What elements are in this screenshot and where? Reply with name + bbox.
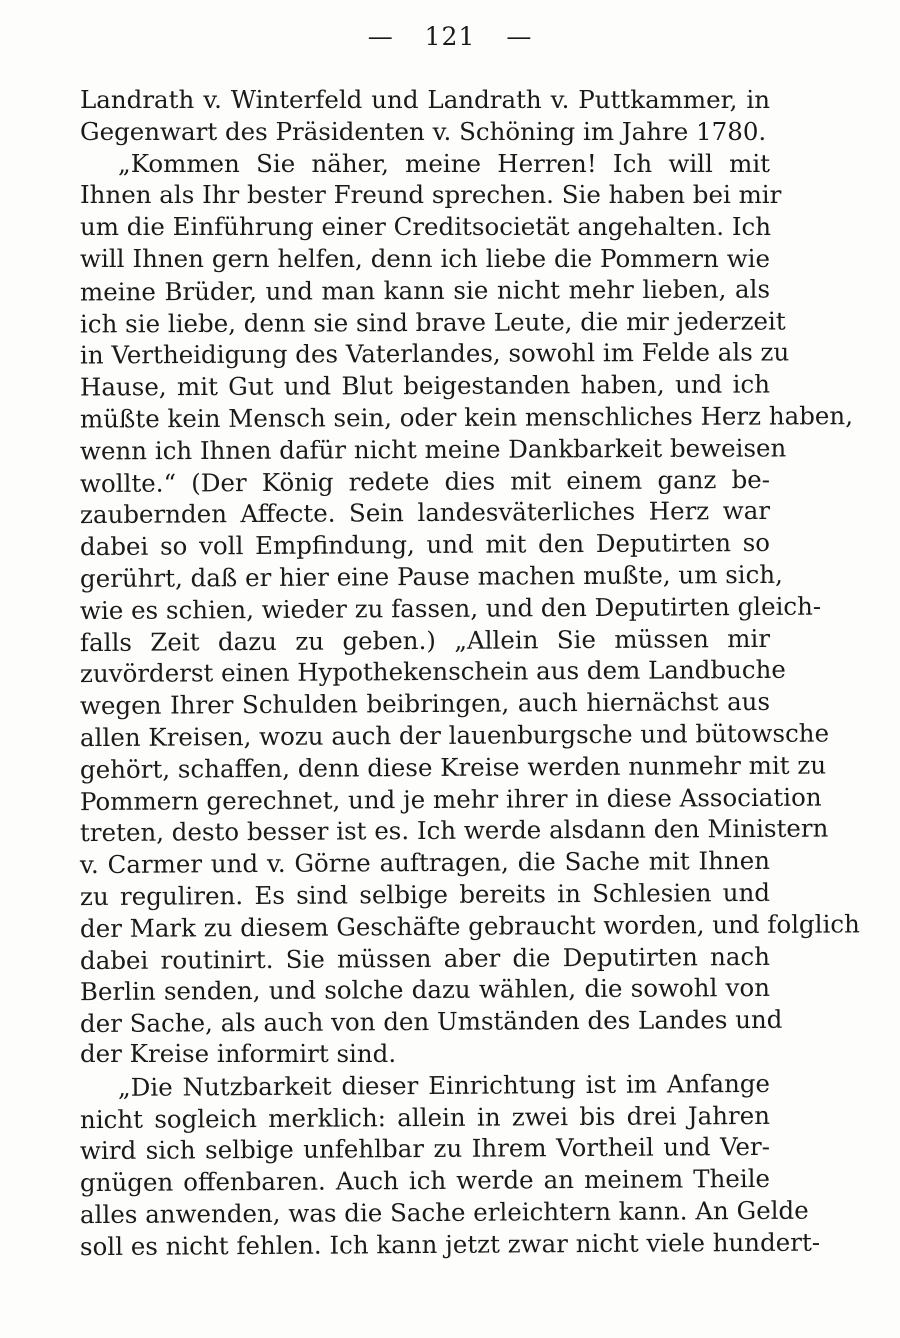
text-line: nicht sogleich merklich: allein in zwei bis drei Jahren <box>79 1100 771 1134</box>
page-number: 121 <box>424 22 476 51</box>
page-header <box>0 22 900 51</box>
text-line: alles anwenden, was die Sache erleichtern kann. An Gelde <box>79 1195 809 1229</box>
text-line: wegen Ihrer Schulden beibringen, auch hiernächst aus <box>79 687 771 721</box>
body-text <box>79 84 860 1261</box>
text-line: dabei so voll Empfindung, und mit den Deputirten so <box>79 528 771 562</box>
text-line: Berlin senden, und solche dazu wählen, die sowohl von <box>79 973 771 1007</box>
text-line: zaubernden Affecte. Sein landesväterliches Herz war <box>79 496 771 530</box>
text-line: Gegenwart des Präsidenten v. Schöning im Jahre 1780. <box>80 116 767 146</box>
text-line: gerührt, daß er hier eine Pause machen mußte, um sich, <box>79 559 783 594</box>
text-line: der Kreise informirt sind. <box>80 1038 397 1068</box>
text-line: falls Zeit dazu zu geben.) „Allein Sie müssen mir <box>79 623 771 657</box>
text-line: wenn ich Ihnen dafür nicht meine Dankbarkeit beweisen <box>79 433 787 466</box>
text-line: zu reguliren. Es sind selbige bereits in Schlesien und <box>79 877 771 912</box>
text-line: Pommern gerechnet, und je mehr ihrer in diese Association <box>79 782 822 816</box>
text-line: in Vertheidigung des Vaterlandes, sowohl im Felde als zu <box>79 337 790 370</box>
text-line: „Kommen Sie näher, meine Herren! Ich will mit <box>118 148 770 178</box>
text-line: wollte.“ (Der König redete dies mit einem ganz be- <box>79 464 771 498</box>
header-dash-left: — <box>367 22 394 51</box>
text-line: der Sache, als auch von den Umständen des Landes und <box>79 1004 783 1039</box>
text-line: allen Kreisen, wozu auch der lauenburgsche und bütowsche <box>79 718 830 753</box>
text-line: Landrath v. Winterfeld und Landrath v. Puttkammer, in <box>80 85 770 114</box>
text-line: um die Einführung einer Creditsocietät angehalten. Ich <box>80 212 772 242</box>
text-line: meine Brüder, und man kann sie nicht mehr lieben, als <box>79 274 771 307</box>
text-line: ich sie liebe, denn sie sind brave Leute, die mir jederzeit <box>79 306 786 339</box>
text-line: gehört, schaffen, denn diese Kreise werden nunmehr mit zu <box>79 750 827 784</box>
text-line: der Mark zu diesem Geschäfte gebraucht worden, und folglich <box>79 909 860 943</box>
text-line: „Die Nutzbarkeit dieser Einrichtung ist im Anfange <box>117 1068 771 1102</box>
text-line: Ihnen als Ihr bester Freund sprechen. Sie haben bei mir <box>80 180 782 210</box>
text-line: v. Carmer und v. Görne auftragen, die Sache mit Ihnen <box>79 846 771 880</box>
text-line: wird sich selbige unfehlbar zu Ihrem Vortheil und Ver- <box>79 1132 771 1166</box>
text-line: dabei routinirt. Sie müssen aber die Deputirten nach <box>79 941 771 975</box>
text-line: will Ihnen gern helfen, denn ich liebe die Pommern wie <box>80 243 770 273</box>
header-dash-right: — <box>506 22 533 51</box>
text-line: Hause, mit Gut und Blut beigestanden haben, und ich <box>79 369 771 402</box>
text-line: treten, desto besser ist es. Ich werde alsdann den Ministern <box>79 813 829 848</box>
text-line: müßte kein Mensch sein, oder kein menschliches Herz haben, <box>79 401 854 434</box>
text-line: zuvörderst einen Hypothekenschein aus dem Landbuche <box>79 655 786 689</box>
text-line: wie es schien, wieder zu fassen, und den Deputirten gleich- <box>79 591 822 625</box>
text-line: gnügen offenbaren. Auch ich werde an meinem Theile <box>79 1163 771 1198</box>
text-line: soll es nicht fehlen. Ich kann jetzt zwar nicht viele hundert- <box>79 1227 821 1261</box>
